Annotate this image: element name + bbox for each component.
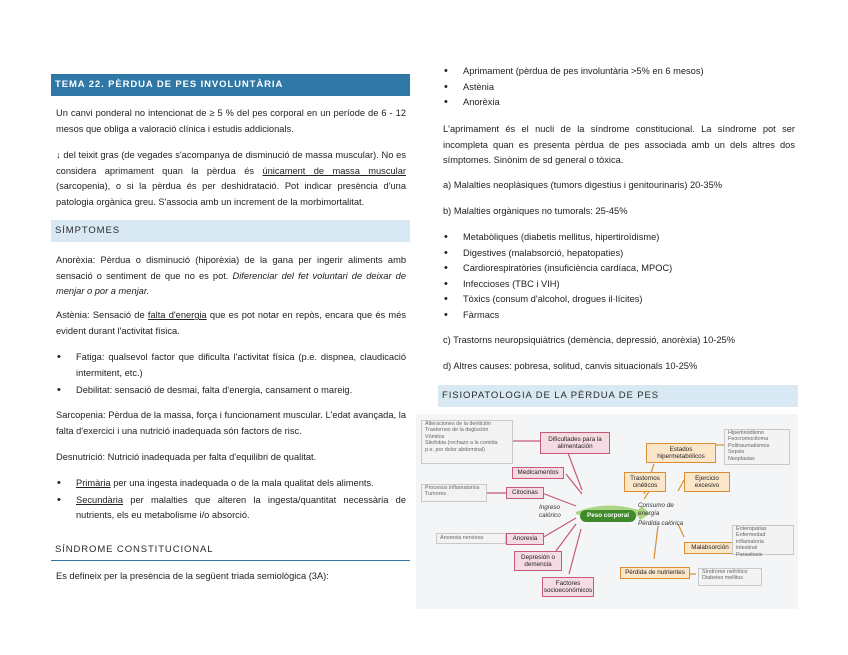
symptoms-header: SÍMPTOMES: [51, 220, 410, 242]
cause-text: Sitofobia (rechazo a la comida: [425, 440, 498, 447]
cause-text: Alteraciones de la dentición: [425, 421, 491, 427]
anorexia-italic: Diferenciar del fet voluntari de deixar de menjar o por a menjar.: [56, 270, 406, 297]
cause-b: b) Malalties orgàniques no tumorals: 25-45%: [443, 206, 628, 216]
box-depresion: Depresión o demencia: [514, 551, 562, 571]
intro-paragraph-2: [56, 148, 406, 210]
list-item: • Fatiga: qualsevol factor que dificulta l'activitat física (p.e. dispnea, claudicació intermitent, etc.): [56, 350, 406, 381]
box-perdida-nutrientes: Pérdida de nutrientes: [620, 567, 690, 579]
fisiopatologia-header: FISIOPATOLOGIA DE LA PÈRDUA DE PES: [438, 385, 798, 407]
astenia-text-a: Astènia: Sensació de: [56, 310, 148, 320]
cause-a: a) Malalties neoplàsiques (tumors digestius i genitourinaris) 20-35%: [443, 180, 723, 190]
box-ejercicio: Ejercicio excesivo: [684, 472, 730, 492]
cause-text: Neoplasias: [728, 455, 755, 462]
causes-list-inflammatory: [421, 484, 487, 502]
list-item: • Digestives (malabsorció, hepatopaties): [443, 246, 793, 262]
cause-d: d) Altres causes: pobresa, solitud, canvis situacionals 10-25%: [443, 361, 698, 371]
cause-text: Síndrome nefrótico: [702, 569, 748, 575]
intro2-text-b: (sarcopenia), o si la pèrdua és per deshidratació. Pot indicar presència d'una patologia orgànica greu. S'associa amb un increment de la morbimortalitat.: [56, 181, 406, 207]
astenia-list: [56, 350, 406, 399]
cause-text: Procesos inflamatorios: [425, 485, 480, 491]
box-malabsorcion: Malabsorción: [684, 542, 736, 554]
cause-text: intestinal: [736, 545, 758, 552]
intro2-underline: únicament de massa muscular: [262, 165, 406, 176]
cause-text: Parasitosis: [736, 551, 763, 558]
box-medicamentos: Medicamentos: [512, 467, 564, 479]
list-item: • Debilitat: sensació de desmai, falta d'energia, cansament o mareig.: [56, 383, 406, 399]
cause-text: Diabetes mellitus: [702, 575, 744, 582]
cause-text: Sepsis: [728, 449, 745, 456]
list-item: [56, 493, 406, 524]
box-dificultades: Dificultades para la alimentación: [540, 432, 610, 454]
list-item: • Infeccioses (TBC i VIH): [443, 277, 793, 293]
desnutricio-paragraph: Desnutrició: Nutrició inadequada per falta d'equilibri de qualitat.: [56, 452, 317, 462]
list-item: • Anorèxia: [443, 95, 793, 111]
fisiopatologia-figure: [416, 414, 798, 609]
box-peso-corporal: Peso corporal: [580, 510, 636, 522]
cause-text: p.e. por dolor abdominal): [425, 446, 485, 453]
cause-text: Trastornos de la deglución: [425, 427, 489, 434]
anorexia-text: Anorèxia: Pèrdua o disminució (hiporèxia) de la gana per ingerir aliments amb sensació o sentiment de que no es pot.: [56, 255, 406, 281]
cause-anorexia-nerviosa: [436, 533, 506, 544]
cause-text: Politraumatismos: [728, 442, 770, 449]
astenia-underline: falta d'energia: [147, 310, 207, 320]
cause-text: Tumores: [425, 491, 447, 498]
triad-list: [443, 64, 793, 111]
desnutricio-list: [56, 476, 406, 524]
cause-text: Anorexia nerviosa: [440, 535, 484, 542]
list-item: • Aprimament (pèrdua de pes involuntària >5% en 6 mesos): [443, 64, 793, 80]
primaria-label: Primària: [76, 478, 111, 488]
list-item: • Cardiorespiratòries (insuficiència cardíaca, MPOC): [443, 261, 793, 277]
secundaria-text: per malalties que alteren la ingesta/quantitat necessària de nutrients, els eu metabolisme i/o absorció.: [76, 494, 406, 521]
list-item: • Metabòliques (diabetis mellitus, hipertiroïdisme): [443, 230, 793, 246]
causes-list-hypermetabolic: [724, 429, 790, 465]
cause-text: Feocromocitoma: [728, 436, 769, 443]
cause-text: Hipertiroidismo: [728, 430, 764, 436]
label-consumo: Consumo de energía: [638, 502, 674, 517]
intro2-text-a: ↓ del teixit gras (de vegades s'acompanya de disminució de massa muscular). No es considera aprimament quan la pèrdua és: [56, 150, 406, 176]
astenia-text-b: que es pot notar en repòs, encara que és més evident durant l'activitat física.: [56, 310, 406, 336]
label-perdida: Pérdida calórica: [638, 520, 684, 527]
sindrome-header: SÍNDROME CONSTITUCIONAL: [51, 539, 410, 561]
primaria-text: per una ingesta inadequada o de la mala qualitat dels aliments.: [110, 478, 374, 488]
page-title: TEMA 22. PÈRDUA DE PES INVOLUNTÀRIA: [51, 74, 410, 96]
cause-text: Enteropatías: [736, 526, 767, 532]
list-item: • Tòxics (consum d'alcohol, drogues il·lícites): [443, 292, 793, 308]
cause-text: Enfermedad inflamatoria: [736, 532, 766, 545]
box-estados: Estados hipermetabólicos: [646, 443, 716, 463]
secundaria-label: Secundària: [76, 494, 124, 505]
causes-list-malabsorption: [732, 525, 794, 558]
causes-list-nutrient-loss: [698, 568, 762, 586]
cause-text: Vómitos: [425, 433, 445, 440]
sindrome-intro: Es defineix per la presència de la següent triada semiològica (3A):: [56, 571, 329, 581]
box-factores: Factores socioeconómicos: [542, 577, 594, 597]
box-trastornos: Trastornos cinéticos: [624, 472, 666, 492]
box-anorexia: Anorexia: [506, 533, 544, 545]
organic-list: [443, 230, 793, 324]
list-item: [56, 476, 406, 492]
anorexia-paragraph: [56, 253, 406, 300]
sarcopenia-paragraph: Sarcopenia: Pèrdua de la massa, força i funcionament muscular. L'edat avançada, la falta d'exercici i una nutrició inadequada són factors de risc.: [56, 410, 406, 436]
label-ingreso: Ingreso calórico: [539, 504, 561, 519]
nucli-paragraph: L'aprimament és el nucli de la síndrome constitucional. La síndrome pot ser incompleta quan es presenta pèrdua de pes associada amb un dels altres dos símptomes. Sinònim de sd general o tòxica.: [443, 124, 795, 166]
intro-paragraph-1: Un canvi ponderal no intencionat de ≥ 5 % del pes corporal en un període de 6 - 12 mesos que obliga a valoració clínica i estudis addicionals.: [56, 108, 406, 134]
box-citocinas: Citocinas: [506, 487, 544, 499]
astenia-paragraph: [56, 308, 406, 339]
cause-c: c) Trastorns neuropsiquiàtrics (demència, depressió, anorèxia) 10-25%: [443, 335, 735, 345]
causes-list-dentition: [421, 420, 513, 464]
list-item: • Fàrmacs: [443, 308, 793, 324]
list-item: • Astènia: [443, 80, 793, 96]
